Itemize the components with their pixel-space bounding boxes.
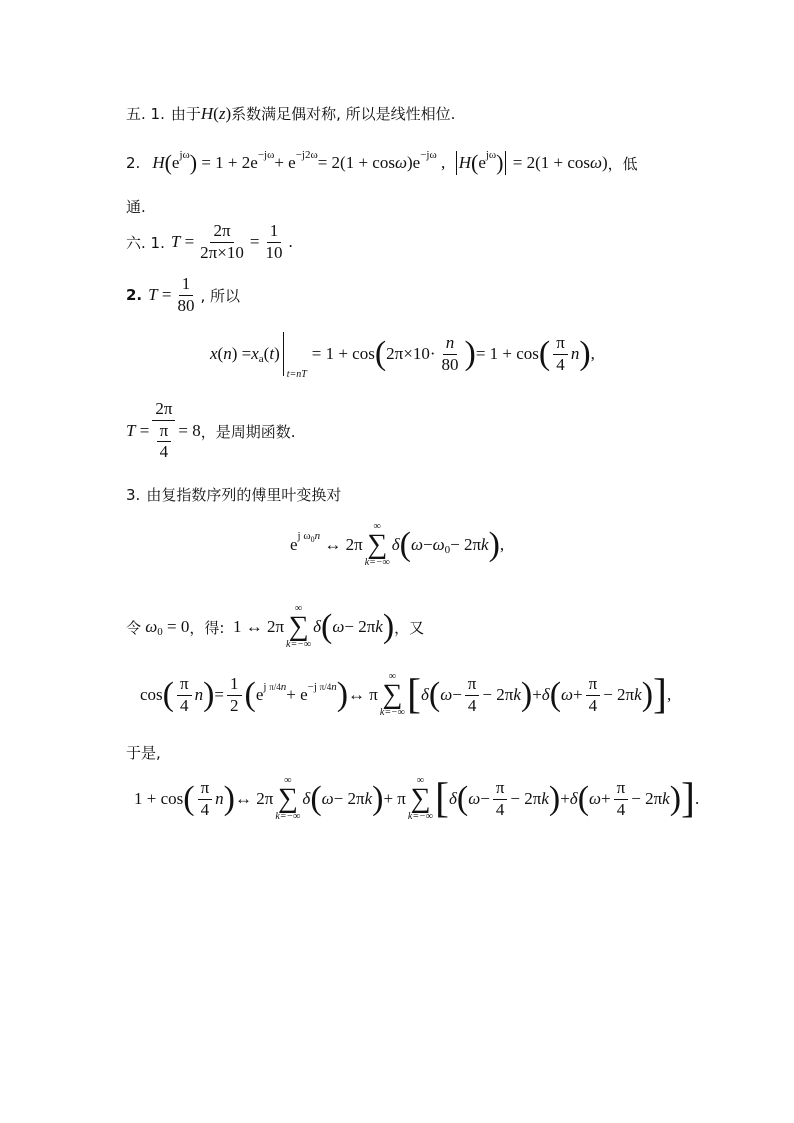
section-6-item-3 — [126, 484, 341, 505]
equation-x-n: x ( n ) = x a ( t ) t=nT = 1 + cos ( 2π×10· $\frac{n}{80}$ ) = 1 + cos ( $\frac{\pi}{4}$ n ) , — [210, 332, 595, 380]
fraction — [262, 222, 285, 262]
denominator: 80 — [177, 295, 195, 315]
punct: , — [667, 685, 672, 704]
fraction — [197, 222, 247, 262]
equation-final: 1 + cos ( $\frac{\pi}{4}$ n ) ↔ 2π ∞ ∑ k=−∞ δ ( ω − 2π k ) + π ∞ ∑ k=−∞ [ δ ( ω − $\frac{\pi}{4}$ − 2π k ) + δ ( ω + $\frac{\pi}{4}$ − 2π k ) ] . — [134, 775, 700, 822]
item-label: 2. — [126, 286, 143, 305]
item-label: 3. — [126, 485, 141, 504]
text: ，低 — [607, 154, 638, 173]
numerator: 2π — [210, 222, 233, 243]
text: ，是周期函数. — [200, 422, 296, 441]
equation-cos-expansion: cos ( $\frac{\pi}{4}$ n ) = $\frac{1}{2}$ ( e j π/4n + e −j π/4n ) ↔ π ∞ ∑ k=−∞ [ δ ( ω − $\frac{\pi}{4}$ − 2π k ) + δ ( ω + $\frac{\pi}{4}$ − 2π k ) ] , — [140, 671, 672, 718]
punct: , — [590, 344, 595, 363]
line-then — [126, 742, 161, 763]
punct: . — [695, 789, 700, 808]
text: ，得: — [189, 618, 225, 637]
equation-fourier-pair: e j $\omega_0n$ ↔ 2π ∞ ∑ k=−∞ δ ( ω − ω 0 − 2π k ) , — [290, 521, 505, 568]
text: , 所以 — [200, 286, 240, 305]
math-T: T — [170, 232, 181, 252]
math-z: z — [218, 103, 226, 123]
text: 系数满足偶对称, 所以是线性相位. — [231, 105, 456, 123]
item-label: 六. 1. — [126, 233, 165, 252]
section-6-item-1: 六. 1. T = $\frac{2\pi}{2\pi\times 10}$ = $\frac{1}{10}$ . — [126, 221, 293, 262]
equation-period: T = $\frac{2\pi}{\frac{\pi}{4}}$ = 8 ，是周期函数. — [126, 399, 296, 462]
fraction — [174, 275, 197, 315]
text: 由于 — [170, 105, 201, 123]
numerator: 1 — [179, 275, 194, 296]
line-let-omega: 令 ω 0 = 0 ，得: 1 ↔ 2π ∞ ∑ k=−∞ δ ( ω − 2π k ) ，又 — [126, 603, 425, 650]
section-6-item-2: 2. T = $\frac{1}{80}$ , 所以 — [126, 274, 240, 315]
item-label: 2. — [126, 154, 141, 172]
punct: , — [499, 535, 505, 554]
text: ，又 — [394, 618, 425, 637]
math-T: T — [148, 285, 158, 305]
section-5-item-2: 2. H ( e jω ) = 1 + 2e −jω + e −j2ω = 2(1 + cos ω )e −jω , H ( e jω ) = 2(1 + cos ω ) ，低 — [126, 149, 638, 175]
text: 于是, — [126, 744, 161, 762]
item-label: 五. 1. — [126, 105, 165, 123]
numerator: 1 — [267, 222, 282, 243]
text: 令 — [126, 618, 142, 637]
section-5-item-2-cont — [126, 196, 146, 217]
section-5-item-1: 五. 1. 由于 H ( z ) 系数满足偶对称, 所以是线性相位. — [126, 103, 456, 123]
denominator: 2π×10 — [200, 242, 244, 262]
denominator: 10 — [265, 242, 283, 262]
math-H: H — [200, 103, 214, 123]
text: 通. — [126, 198, 146, 216]
text: 由复指数序列的傅里叶变换对 — [146, 486, 342, 504]
